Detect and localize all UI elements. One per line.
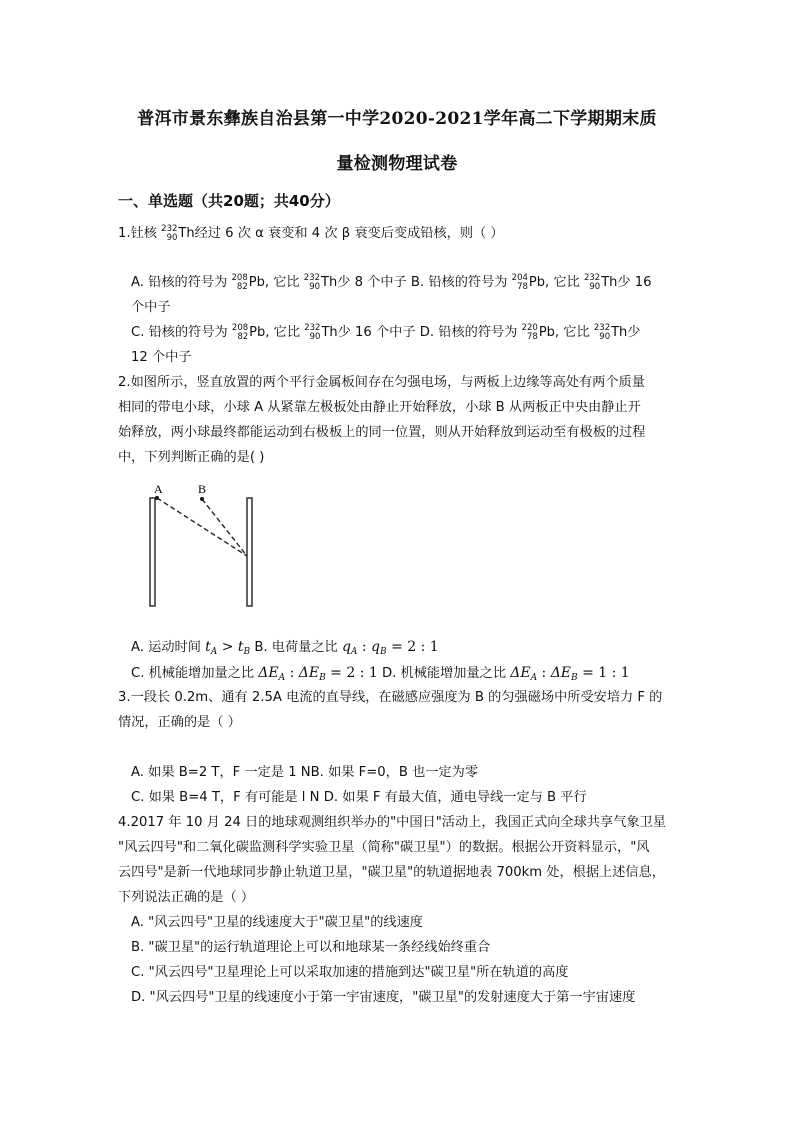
- thorium-nuclide: 232 90 Th: [303, 272, 338, 292]
- q3-stem-line2: 情况，正确的是（ ）: [118, 715, 241, 730]
- q1-stem: 1.钍核 232 90 Th经过 6 次 α 衰变和 4 次 β 衰变后变成铅核，则（ ）: [118, 223, 504, 243]
- q2-option-c-d: C. 机械能增加量之比 $\Delta E_A$ : $\Delta E_B = 2$ : 1 D. 机械能增加量之比 $\Delta E_A$ : $\Delta E_B = 1$ : 1: [131, 665, 630, 683]
- lead-nuclide-b: 204 78 Pb: [511, 272, 545, 292]
- q1-option-c-d: C. 铅核的符号为 208 82 Pb, 它比 232 90 Th少 16 个中子 D. 铅核的符号为 220 78 Pb, 它比 232 90 Th少: [131, 322, 641, 342]
- lead-nuclide-d: 220 78 Pb: [521, 322, 555, 342]
- q4-stem-line1: 4.2017 年 10 月 24 日的地球观测组织举办的"中国日"活动上，我国正式向全球共享气象卫星: [118, 815, 666, 830]
- exam-title-line2: 量检测物理试卷: [336, 154, 458, 174]
- q1-option-b-cont: 个中子: [131, 300, 171, 315]
- q4-option-c: C. "风云四号"卫星理论上可以采取加速的措施到达"碳卫星"所在轨道的高度: [131, 965, 569, 980]
- lead-nuclide-a: 208 82 Pb: [231, 272, 265, 292]
- q4-option-b: B. "碳卫星"的运行轨道理论上可以和地球某一条经线始终重合: [131, 940, 491, 955]
- q2-stem-line4: 中，下列判断正确的是( ): [118, 450, 265, 465]
- thorium-nuclide: 232 90 Th: [593, 322, 628, 342]
- q2-stem-line1: 2.如图所示，竖直放置的两个平行金属板间存在匀强电场，与两板上边缘等高处有两个质量: [118, 375, 645, 390]
- q2-option-a-b: A. 运动时间 $t_A > t_B$ B. 电荷量之比 $q_A$ : $q_B = 2$ : 1: [131, 639, 439, 657]
- q4-option-a: A. "风云四号"卫星的线速度大于"碳卫星"的线速度: [131, 915, 423, 930]
- parallel-plates-diagram: [140, 478, 270, 610]
- q1-option-d-cont: 12 个中子: [131, 350, 192, 365]
- q1-option-a-b: A. 铅核的符号为 208 82 Pb, 它比 232 90 Th少 8 个中子 B. 铅核的符号为 204 78 Pb, 它比 232 90 Th少 16: [131, 272, 652, 292]
- q2-stem-line3: 始释放，两小球最终都能运动到右极板上的同一位置，则从开始释放到运动至有极板的过程: [118, 425, 646, 440]
- section-heading: 一、单选题（共20题；共40分）: [118, 192, 340, 210]
- q2-stem-line2: 相同的带电小球，小球 A 从紧靠左极板处由静止开始释放，小球 B 从两板正中央由静止开: [118, 400, 641, 415]
- right-plate: [247, 498, 252, 606]
- q4-stem-line3: 云四号"是新一代地球同步静止轨道卫星，"碳卫星"的轨道据地表 700km 处，根据上述信息，: [118, 865, 665, 880]
- q3-options-a-b: A. 如果 B=2 T，F 一定是 1 NB. 如果 F=0，B 也一定为零: [131, 765, 479, 780]
- q4-stem-line4: 下列说法正确的是（ ）: [118, 890, 255, 905]
- thorium-nuclide: 232 90 Th: [304, 322, 338, 342]
- left-plate: [150, 498, 155, 606]
- lead-nuclide-c: 208 82 Pb: [231, 322, 266, 342]
- q3-stem-line1: 3.一段长 0.2m、通有 2.5A 电流的直导线，在磁感应强度为 B 的匀强磁场中所受安培力 F 的: [118, 690, 663, 705]
- exam-title-line1: 普洱市景东彝族自治县第一中学2020-2021学年高二下学期期末质: [137, 109, 657, 129]
- thorium-nuclide: 232 90 Th: [583, 272, 618, 292]
- path-a: [157, 498, 247, 556]
- thorium-nuclide: 232 90 Th: [161, 223, 195, 243]
- q3-options-c-d: C. 如果 B=4 T，F 有可能是 l N D. 如果 F 有最大值，通电导线一定与 B 平行: [131, 790, 587, 805]
- label-b: B: [198, 482, 207, 496]
- path-b: [202, 499, 247, 556]
- label-a: A: [154, 482, 163, 496]
- q4-stem-line2: "风云四号"和二氧化碳监测科学实验卫星（简称"碳卫星"）的数据。根据公开资料显示，"风: [118, 840, 650, 855]
- q4-option-d: D. "风云四号"卫星的线速度小于第一宇宙速度，"碳卫星"的发射速度大于第一宇宙速度: [131, 990, 636, 1005]
